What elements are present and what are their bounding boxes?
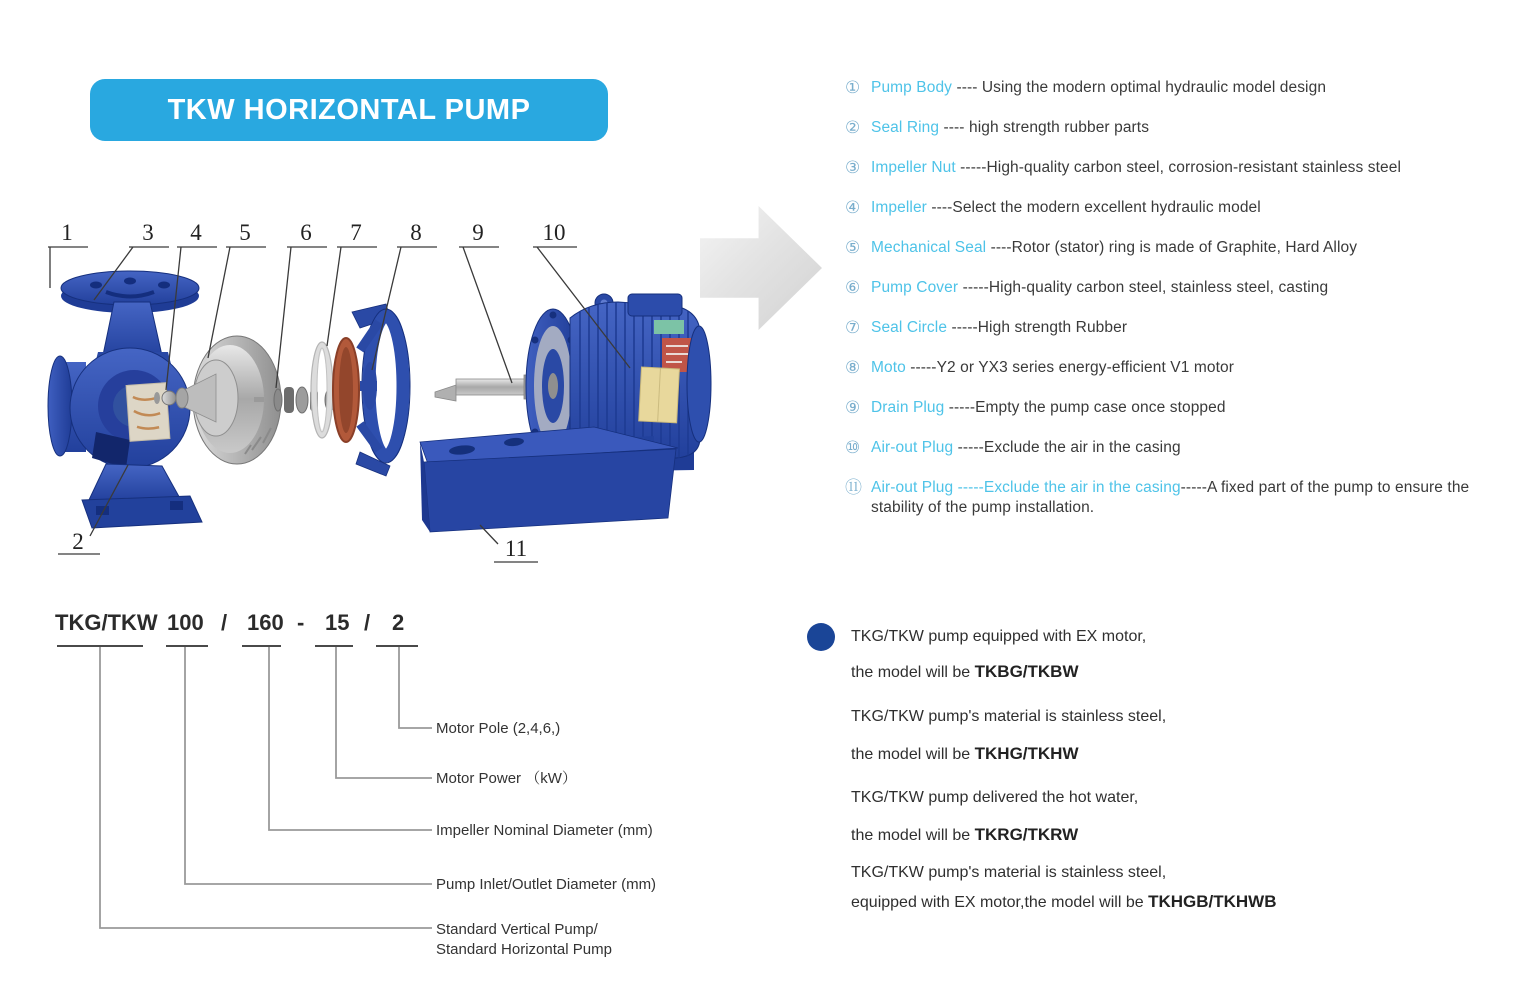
model-code-segments <box>55 610 404 635</box>
circled-number-icon: ④ <box>845 198 861 217</box>
motor-yellow-label <box>639 367 680 423</box>
note-line <box>851 744 1079 765</box>
parts-list-item <box>845 438 1497 458</box>
note-lead: TKG/TKW <box>851 789 924 806</box>
label-standard-pump-1: Standard Vertical Pump/ <box>436 921 598 938</box>
model-code-series: TKG/TKW <box>55 610 158 635</box>
base-plate <box>420 427 678 532</box>
part-description: -----High-quality carbon steel, corrosion-resistant stainless steel <box>955 159 1402 176</box>
part-description: -----Exclude the air in the casing <box>953 439 1181 456</box>
part-description: ----Select the modern excellent hydraulic model <box>926 199 1261 216</box>
callout-4: 4 <box>190 220 202 245</box>
note-model-code: TKHGB/TKHWB <box>1148 892 1277 911</box>
parts-list-item <box>845 278 1497 298</box>
note-line <box>851 825 1078 846</box>
motor-green-label <box>654 320 684 334</box>
circled-number-icon: ⑨ <box>845 398 861 417</box>
note-lead: TKG/TKW <box>851 708 924 725</box>
circled-number-icon: ⑤ <box>845 238 861 257</box>
part-name: Drain Plug <box>871 399 945 416</box>
callout-11: 11 <box>504 536 528 561</box>
part-description: -----High strength Rubber <box>947 319 1128 336</box>
circled-number-icon: ② <box>845 118 861 137</box>
parts-list-item <box>845 478 1475 518</box>
part-name: Seal Ring <box>871 119 940 136</box>
part-description: -----Y2 or YX3 series energy-efficient V1 motor <box>905 359 1234 376</box>
callout-5: 5 <box>239 220 251 245</box>
model-code-power: 15 <box>325 610 350 635</box>
model-code-dash: - <box>297 610 305 635</box>
model-code-connector-lines <box>100 647 432 928</box>
parts-description-list <box>845 78 1497 518</box>
note-lead: TKG/TKW <box>851 628 924 645</box>
part-name: Pump Body <box>871 79 953 96</box>
callout-7: 7 <box>350 220 362 245</box>
model-code-pole: 2 <box>392 610 405 635</box>
label-inlet-outlet: Pump Inlet/Outlet Diameter (mm) <box>436 876 657 893</box>
note-lead: TKG/TKW <box>851 864 924 881</box>
note-text: the model will be <box>851 664 975 681</box>
note-text: the model will be <box>851 827 975 844</box>
parts-list-item <box>845 198 1497 218</box>
seal-circle <box>311 342 333 438</box>
note-line <box>851 662 1079 683</box>
part-description: ---- Using the modern optimal hydraulic model design <box>952 79 1327 96</box>
model-code-diagram <box>40 598 740 988</box>
part-name: Mechanical Seal <box>871 239 987 256</box>
part-name: Air-out Plug <box>871 439 954 456</box>
part-name: Moto <box>871 359 906 376</box>
circled-number-icon: ⑪ <box>845 478 863 497</box>
note-line <box>851 706 1166 727</box>
part-name: Seal Circle <box>871 319 948 336</box>
pump-exploded-diagram <box>30 200 800 580</box>
circled-number-icon: ③ <box>845 158 861 177</box>
callout-3: 3 <box>142 220 154 245</box>
label-standard-pump-2: Standard Horizontal Pump <box>436 941 612 958</box>
label-impeller-diameter: Impeller Nominal Diameter (mm) <box>436 822 653 839</box>
model-code-inlet: 100 <box>167 610 204 635</box>
page-title: TKW HORIZONTAL PUMP <box>167 93 531 126</box>
note-text: pump equipped with EX motor, <box>923 628 1147 645</box>
note-model-code: TKRG/TKRW <box>974 825 1079 844</box>
impeller <box>176 336 281 464</box>
note-text: pump's material is stainless steel, <box>923 864 1167 881</box>
note-text: pump delivered the hot water, <box>923 789 1139 806</box>
parts-list-item <box>845 158 1497 178</box>
label-motor-power: Motor Power （kW） <box>436 770 577 787</box>
part-name: Impeller Nut <box>871 159 956 176</box>
model-code-slash2: / <box>364 610 371 635</box>
callout-8: 8 <box>410 220 422 245</box>
part-description: ----Rotor (stator) ring is made of Graphite, Hard Alloy <box>986 239 1358 256</box>
note-model-code: TKBG/TKBW <box>974 662 1079 681</box>
circled-number-icon: ⑦ <box>845 318 861 337</box>
part-description: -----Empty the pump case once stopped <box>944 399 1226 416</box>
parts-list-item <box>845 358 1497 378</box>
note-model-code: TKHG/TKHW <box>974 744 1079 763</box>
note-line <box>851 892 1276 913</box>
note-line <box>851 862 1166 883</box>
callout-1: 1 <box>61 220 73 245</box>
part-description: -----High-quality carbon steel, stainless steel, casting <box>958 279 1329 296</box>
impeller-nut <box>154 391 176 405</box>
parts-list-item <box>845 78 1497 98</box>
part-name: Impeller <box>871 199 927 216</box>
note-line <box>851 626 1146 647</box>
parts-list-item <box>845 118 1497 138</box>
parts-list-item <box>845 398 1497 418</box>
pump-cover <box>333 304 410 476</box>
circled-number-icon: ① <box>845 78 861 97</box>
label-motor-pole: Motor Pole (2,4,6,) <box>436 720 561 737</box>
part-name: Air-out Plug -----Exclude the air in the casing <box>871 479 1181 496</box>
note-line <box>851 787 1138 808</box>
product-title-banner <box>90 79 608 141</box>
note-text: pump's material is stainless steel, <box>923 708 1167 725</box>
part-description: -----A fixed part of the pump to ensure the stability of the pump installation. <box>871 479 1470 516</box>
note-text: the model will be <box>851 746 975 763</box>
part-description: ---- high strength rubber parts <box>939 119 1150 136</box>
callout-2: 2 <box>72 529 84 554</box>
parts-list-item <box>845 318 1497 338</box>
note-text: equipped with EX motor,the model will be <box>851 894 1149 911</box>
circled-number-icon: ⑩ <box>845 438 861 457</box>
model-code-slash1: / <box>221 610 228 635</box>
callout-9: 9 <box>472 220 484 245</box>
parts-list-item <box>845 238 1497 258</box>
callout-10: 10 <box>542 220 566 245</box>
model-code-labels <box>436 720 656 958</box>
circled-number-icon: ⑥ <box>845 278 861 297</box>
part-name: Pump Cover <box>871 279 959 296</box>
note-bullet-icon <box>807 623 835 651</box>
model-code-impeller: 160 <box>247 610 284 635</box>
callout-6: 6 <box>300 220 312 245</box>
circled-number-icon: ⑧ <box>845 358 861 377</box>
